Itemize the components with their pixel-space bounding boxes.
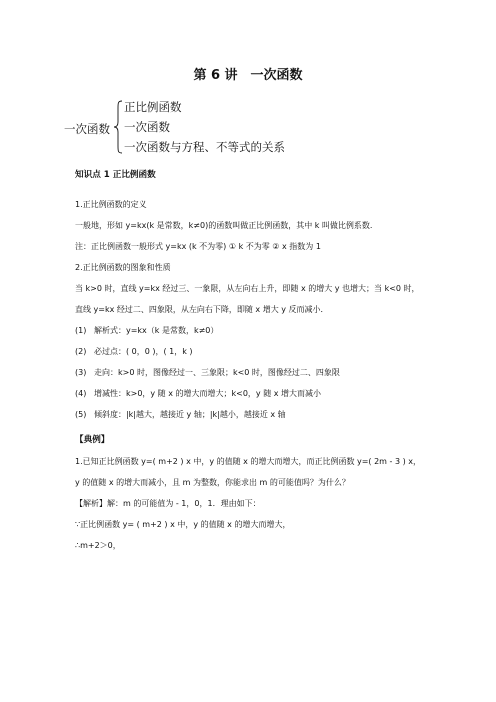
section-heading: 知识点 1 正比例函数	[75, 170, 156, 180]
list-item	[75, 409, 286, 420]
list-number: (4)	[75, 389, 87, 398]
list-text: 解析式：y=kx（k 是常数，k≠0）	[93, 326, 219, 335]
answer: 【解析】解：m 的可能值为 - 1，0，1．理由如下：	[75, 499, 261, 508]
answer: ∵正比例函数 y= ( m+2 ) x 中，y 的值随 x 的增大而增大，	[75, 520, 291, 529]
list-item	[75, 367, 340, 378]
outline-item: 一次函数	[124, 120, 170, 134]
question: 1.已知正比例函数 y=( m+2 ) x 中，y 的值随 x 的增大而增大，而正比例函数 y=( 2m - 3 ) x，	[75, 457, 421, 466]
outline-item: 正比例函数	[124, 100, 182, 114]
list-text: 走向：k>0 时，图像经过一、三象限；k<0 时，图像经过二、四象限	[93, 368, 340, 377]
paragraph: 直线 y=kx 经过二、四象限，从左向右下降，即随 x 增大 y 反而减小．	[75, 305, 329, 314]
answer: ∴m+2＞0，	[75, 541, 121, 550]
list-number: (2)	[75, 347, 87, 356]
list-item	[75, 325, 218, 336]
list-number: (3)	[75, 368, 87, 377]
paragraph: 一般地，形如 y=kx(k 是常数，k≠0)的函数叫做正比例函数，其中 k 叫做比例系数.	[75, 221, 373, 230]
outline-root: 一次函数	[64, 122, 110, 136]
example-heading: 【典例】	[75, 435, 110, 445]
subheading: 2.正比例函数的图象和性质	[75, 263, 171, 272]
list-item	[75, 346, 193, 357]
note: 注：正比例函数一般形式 y=kx (k 不为零) ① k 不为零 ② x 指数为 1	[75, 242, 321, 251]
outline-item: 一次函数与方程、不等式的关系	[124, 140, 285, 154]
list-item	[75, 388, 321, 399]
list-text: 必过点：( 0，0 )，( 1，k )	[93, 347, 193, 356]
paragraph: 当 k>0 时，直线 y=kx 经过三、一象限，从左向右上升，即随 x 的增大 y 也增大；当 k<0 时，	[75, 284, 420, 293]
page-title: 第 6 讲 一次函数	[193, 68, 303, 83]
brace-icon	[113, 100, 123, 154]
list-number: (5)	[75, 410, 87, 419]
list-text: 倾斜度：|k|越大，越接近 y 轴；|k|越小，越接近 x 轴	[93, 410, 286, 419]
list-number: (1)	[75, 326, 87, 335]
subheading: 1.正比例函数的定义	[75, 200, 147, 209]
list-text: 增减性：k>0，y 随 x 的增大而增大；k<0，y 随 x 增大而减小	[93, 389, 322, 398]
question: y 的值随 x 的增大而减小，且 m 为整数，你能求出 m 的可能值吗？为什么？	[75, 478, 350, 487]
